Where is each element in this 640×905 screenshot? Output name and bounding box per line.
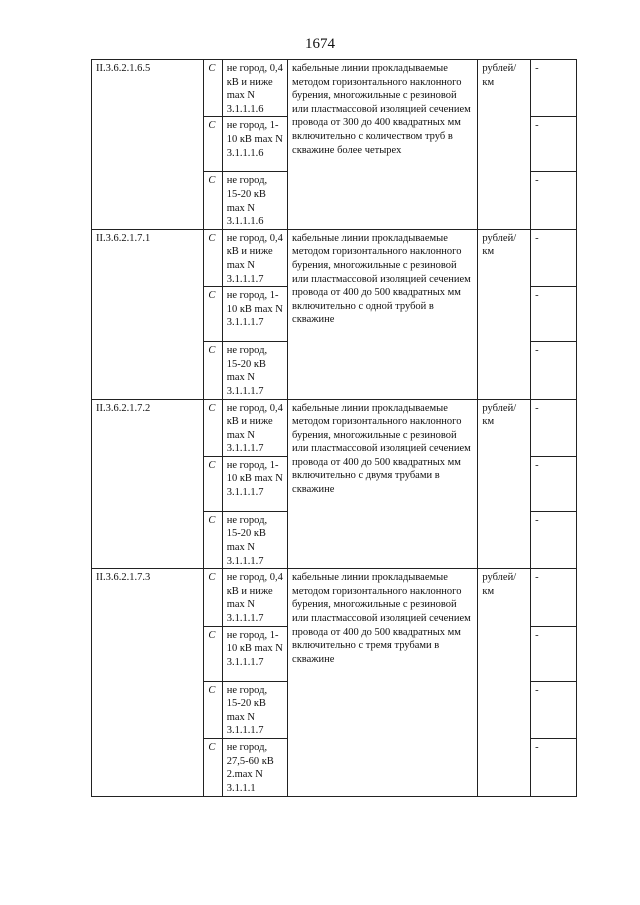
unit-cell: рублей/ км — [478, 60, 531, 230]
value-cell: - — [531, 342, 577, 399]
territory-cell: не город, 0,4 кВ и ниже max N 3.1.1.1.6 — [222, 60, 287, 117]
category-cell: С — [204, 399, 222, 456]
category-cell: С — [204, 342, 222, 399]
table-row — [92, 229, 577, 286]
rates-table — [91, 59, 577, 797]
value-cell: - — [531, 287, 577, 342]
table-row — [92, 60, 577, 117]
territory-cell: не город, 1-10 кВ max N 3.1.1.1.7 — [222, 626, 287, 681]
territory-cell: не город, 1-10 кВ max N 3.1.1.1.7 — [222, 287, 287, 342]
category-cell: С — [204, 172, 222, 229]
category-cell: С — [204, 739, 222, 797]
territory-cell: не город, 1-10 кВ max N 3.1.1.1.7 — [222, 456, 287, 511]
territory-cell: не город, 27,5-60 кВ 2.max N 3.1.1.1 — [222, 739, 287, 797]
page-number: 1674 — [305, 36, 335, 52]
category-cell: С — [204, 681, 222, 738]
unit-cell: рублей/ км — [478, 399, 531, 569]
value-cell: - — [531, 117, 577, 172]
table-row — [92, 399, 577, 456]
value-cell: - — [531, 229, 577, 286]
category-cell: С — [204, 456, 222, 511]
category-cell: С — [204, 229, 222, 286]
territory-cell: не город, 0,4 кВ и ниже max N 3.1.1.1.7 — [222, 229, 287, 286]
value-cell: - — [531, 399, 577, 456]
description-cell: кабельные линии прокладываемые методом горизонтального наклонного бурения, многожильные с резиновой или пластмассовой изоляцией сечением провода от 400 до 500 квадратных мм включительно с тремя трубами в скважине — [288, 569, 478, 797]
rate-code: II.3.6.2.1.7.1 — [92, 229, 204, 399]
value-cell: - — [531, 681, 577, 738]
value-cell: - — [531, 569, 577, 626]
territory-cell: не город, 15-20 кВ max N 3.1.1.1.7 — [222, 511, 287, 568]
value-cell: - — [531, 511, 577, 568]
category-cell: С — [204, 60, 222, 117]
category-cell: С — [204, 569, 222, 626]
territory-cell: не город, 0,4 кВ и ниже max N 3.1.1.1.7 — [222, 399, 287, 456]
rate-code: II.3.6.2.1.7.2 — [92, 399, 204, 569]
rate-code: II.3.6.2.1.6.5 — [92, 60, 204, 230]
description-cell: кабельные линии прокладываемые методом горизонтального наклонного бурения, многожильные с резиновой или пластмассовой изоляцией сечением провода от 300 до 400 квадратных мм включительно с количеством труб в скважине более четырех — [288, 60, 478, 230]
table-row — [92, 569, 577, 626]
category-cell: С — [204, 117, 222, 172]
value-cell: - — [531, 626, 577, 681]
description-cell: кабельные линии прокладываемые методом горизонтального наклонного бурения, многожильные с резиновой или пластмассовой изоляцией сечением провода от 400 до 500 квадратных мм включительно с двумя трубами в скважине — [288, 399, 478, 569]
value-cell: - — [531, 172, 577, 229]
unit-cell: рублей/ км — [478, 229, 531, 399]
territory-cell: не город, 15-20 кВ max N 3.1.1.1.7 — [222, 342, 287, 399]
unit-cell: рублей/ км — [478, 569, 531, 797]
category-cell: С — [204, 511, 222, 568]
territory-cell: не город, 15-20 кВ max N 3.1.1.1.6 — [222, 172, 287, 229]
description-cell: кабельные линии прокладываемые методом горизонтального наклонного бурения, многожильные с резиновой или пластмассовой изоляцией сечением провода от 400 до 500 квадратных мм включительно с одной трубой в скважине — [288, 229, 478, 399]
rate-code: II.3.6.2.1.7.3 — [92, 569, 204, 797]
territory-cell: не город, 1-10 кВ max N 3.1.1.1.6 — [222, 117, 287, 172]
territory-cell: не город, 15-20 кВ max N 3.1.1.1.7 — [222, 681, 287, 738]
territory-cell: не город, 0,4 кВ и ниже max N 3.1.1.1.7 — [222, 569, 287, 626]
value-cell: - — [531, 739, 577, 797]
category-cell: С — [204, 626, 222, 681]
category-cell: С — [204, 287, 222, 342]
value-cell: - — [531, 60, 577, 117]
value-cell: - — [531, 456, 577, 511]
